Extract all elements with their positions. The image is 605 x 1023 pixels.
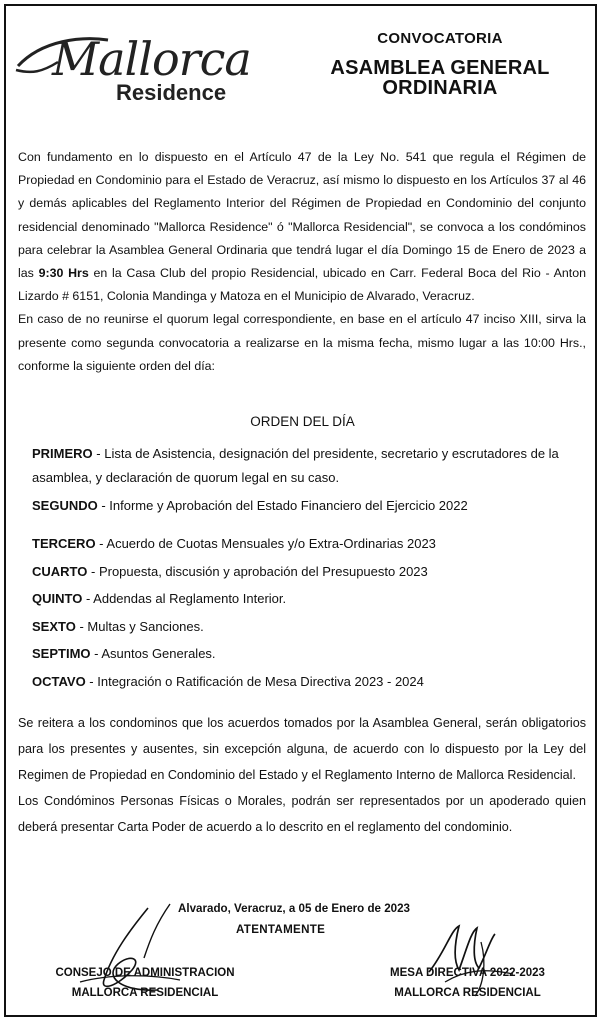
item-text: Multas y Sanciones. bbox=[87, 619, 204, 634]
item-sep: - bbox=[75, 619, 88, 634]
item-sep: - bbox=[85, 674, 98, 689]
signatory-left bbox=[50, 963, 240, 1003]
orden-item-quinto bbox=[32, 591, 286, 606]
item-text: Addendas al Reglamento Interior. bbox=[93, 591, 287, 606]
item-key: QUINTO bbox=[32, 591, 83, 606]
orden-del-dia-title: ORDEN DEL DÍA bbox=[250, 414, 355, 429]
place-date: Alvarado, Veracruz, a 05 de Enero de 2023 bbox=[178, 902, 410, 915]
intro-p1-start: Con fundamento en lo dispuesto en el Artículo 47 de la Ley No. 541 que regula el Régimen de Propiedad en Condominio para el Estado de Veracruz, así mismo lo dispuesto en los Artículos 37 al 46 y demás aplicables del Reglamento Interior del Régimen de Propiedad en Condominio del conjunto residencial denominado "Mallorca Residence" ó "Mallorca Residencial", se convoca a los condóminos para celebrar la Asamblea General Ordinaria que tendrá lugar el día Domingo 15 de Enero de 2023 a las bbox=[18, 150, 586, 281]
item-sep: - bbox=[95, 536, 107, 551]
item-sep: - bbox=[97, 498, 110, 513]
logo bbox=[12, 22, 252, 112]
item-text: Lista de Asistencia, designación del presidente, secretario y escrutadores de la asamblea, y declaración de quorum legal en su caso. bbox=[32, 446, 559, 485]
item-text: Informe y Aprobación del Estado Financiero del Ejercicio 2022 bbox=[109, 498, 468, 513]
item-sep: - bbox=[90, 646, 102, 661]
signatory-left-line-1: CONSEJO DE ADMINISTRACION bbox=[55, 967, 235, 979]
closing-paragraph-2: Los Condóminos Personas Físicas o Morales, podrán ser representados por un apoderado quien deberá presentar Carta Poder de acuerdo a lo descrito en el reglamento del condominio. bbox=[18, 794, 586, 834]
item-text: Integración o Ratificación de Mesa Directiva 2023 - 2024 bbox=[97, 674, 424, 689]
item-key: SEXTO bbox=[32, 619, 76, 634]
signatory-right-line-1: MESA DIRECTIVA 2022-2023 bbox=[390, 967, 545, 979]
item-key: OCTAVO bbox=[32, 674, 86, 689]
orden-item-septimo bbox=[32, 646, 216, 661]
item-text: Propuesta, discusión y aprobación del Presupuesto 2023 bbox=[98, 564, 428, 579]
item-sep: - bbox=[82, 591, 94, 606]
document-title bbox=[300, 58, 580, 98]
title-line-1: ASAMBLEA GENERAL bbox=[330, 57, 550, 79]
orden-item-sexto bbox=[32, 619, 204, 634]
item-key: PRIMERO bbox=[32, 446, 93, 461]
item-sep: - bbox=[87, 564, 99, 579]
closing-paragraph-1: Se reitera a los condominos que los acuerdos tomados por la Asamblea General, serán obligatorios para los presentes y ausentes, sin excepción alguna, de acuerdo con lo dispuesto por la Ley del Regimen de Propiedad en Condominio del Estado y el Reglamento Interno de Mallorca Residencial. bbox=[18, 716, 586, 782]
intro-time: 9:30 Hrs bbox=[38, 266, 89, 281]
logo-script-text: Mallorca bbox=[52, 32, 251, 86]
intro-text bbox=[18, 146, 586, 378]
orden-item-segundo bbox=[32, 498, 468, 513]
item-key: SEPTIMO bbox=[32, 646, 91, 661]
signatory-right bbox=[375, 963, 560, 1003]
orden-item-octavo bbox=[32, 674, 424, 689]
item-key: SEGUNDO bbox=[32, 498, 98, 513]
item-sep: - bbox=[92, 446, 105, 461]
item-text: Asuntos Generales. bbox=[101, 646, 216, 661]
orden-item-tercero bbox=[32, 536, 436, 551]
convocatoria-label: CONVOCATORIA bbox=[377, 30, 503, 47]
logo-sub-text: Residence bbox=[116, 80, 227, 105]
item-text: Acuerdo de Cuotas Mensuales y/o Extra-Ordinarias 2023 bbox=[106, 536, 436, 551]
closing-text bbox=[18, 710, 586, 840]
orden-item-primero bbox=[32, 442, 560, 490]
intro-paragraph-2: En caso de no reunirse el quorum legal correspondiente, en base en el artículo 47 inciso XIII, sirva la presente como segunda convocatoria a realizarse en la misma fecha, mismo lugar a las 10:00 Hrs., conforme la siguiente orden del día: bbox=[18, 312, 586, 373]
intro-p1-end: en la Casa Club del propio Residencial, ubicado en Carr. Federal Boca del Rio - Anton Lizardo # 6151, Colonia Mandinga y Matoza en el Municipio de Alvarado, Veracruz. bbox=[18, 266, 586, 304]
item-key: CUARTO bbox=[32, 564, 88, 579]
orden-item-cuarto bbox=[32, 564, 428, 579]
title-line-2: ORDINARIA bbox=[382, 77, 498, 99]
signatory-right-line-2: MALLORCA RESIDENCIAL bbox=[394, 987, 541, 999]
atentamente: ATENTAMENTE bbox=[236, 923, 326, 936]
intro-paragraph-1 bbox=[18, 146, 586, 308]
item-key: TERCERO bbox=[32, 536, 96, 551]
signatory-left-line-2: MALLORCA RESIDENCIAL bbox=[71, 987, 219, 999]
